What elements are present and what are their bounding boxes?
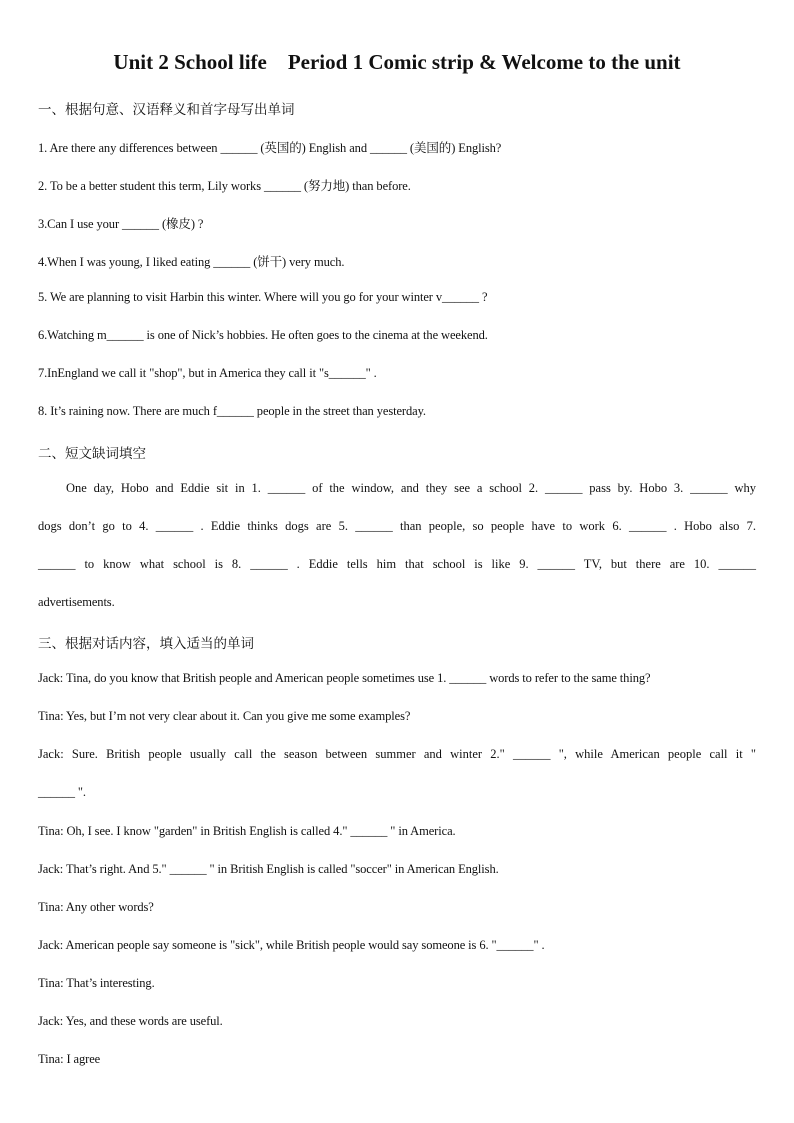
dialogue-line: Tina: Any other words? (38, 900, 154, 914)
dialogue-line: Jack: That’s right. And 5." ______ " in British English is called "soccer" in American English. (38, 862, 499, 876)
section1-item: 7.InEngland we call it "shop", but in America they call it "s______" . (38, 366, 377, 380)
section1-item: 6.Watching m______ is one of Nick’s hobbies. He often goes to the cinema at the weekend. (38, 328, 488, 342)
dialogue-line: Jack: Tina, do you know that British people and American people sometimes use 1. ______ words to refer to the same thing? (38, 671, 651, 685)
section2-line: One day, Hobo and Eddie sit in 1. ______ of the window, and they see a school 2. ______ pass by. Hobo 3. ______ why (66, 481, 756, 495)
dialogue-line: ______ ". (38, 785, 86, 799)
section2-line: advertisements. (38, 595, 115, 609)
section2-line: dogs don’t go to 4. ______ . Eddie thinks dogs are 5. ______ than people, so people have to work 6. ______ . Hobo also 7. (38, 519, 756, 533)
section2-heading: 二、短文缺词填空 (38, 446, 146, 462)
section1-heading: 一、根据句意、汉语释义和首字母写出单词 (38, 102, 295, 118)
section1-item: 2. To be a better student this term, Lily works ______ (努力地) than before. (38, 179, 411, 193)
dialogue-line: Jack: American people say someone is "sick", while British people would say someone is 6. "______" . (38, 938, 545, 952)
section1-item: 1. Are there any differences between ______ (英国的) English and ______ (美国的) English? (38, 141, 502, 155)
page-title: Unit 2 School life Period 1 Comic strip & Welcome to the unit (113, 50, 681, 74)
section1-item: 5. We are planning to visit Harbin this winter. Where will you go for your winter v______ ? (38, 290, 488, 304)
dialogue-line: Tina: Yes, but I’m not very clear about it. Can you give me some examples? (38, 709, 411, 723)
dialogue-line: Jack: Yes, and these words are useful. (38, 1014, 223, 1028)
section1-item: 3.Can I use your ______ (橡皮) ? (38, 217, 204, 231)
dialogue-line: Tina: That’s interesting. (38, 976, 155, 990)
dialogue-line: Jack: Sure. British people usually call the season between summer and winter 2." ______ ", while American people call it " (38, 747, 756, 761)
section3-heading: 三、根据对话内容，填入适当的单词 (38, 636, 254, 652)
section2-line: ______ to know what school is 8. ______ . Eddie tells him that school is like 9. ______ TV, but there are 10. ______ (38, 557, 756, 571)
section1-item: 8. It’s raining now. There are much f______ people in the street than yesterday. (38, 404, 426, 418)
dialogue-line: Tina: I agree (38, 1052, 101, 1066)
dialogue-line: Tina: Oh, I see. I know "garden" in British English is called 4." ______ " in America. (38, 824, 456, 838)
section1-item: 4.When I was young, I liked eating ______ (饼干) very much. (38, 255, 345, 269)
